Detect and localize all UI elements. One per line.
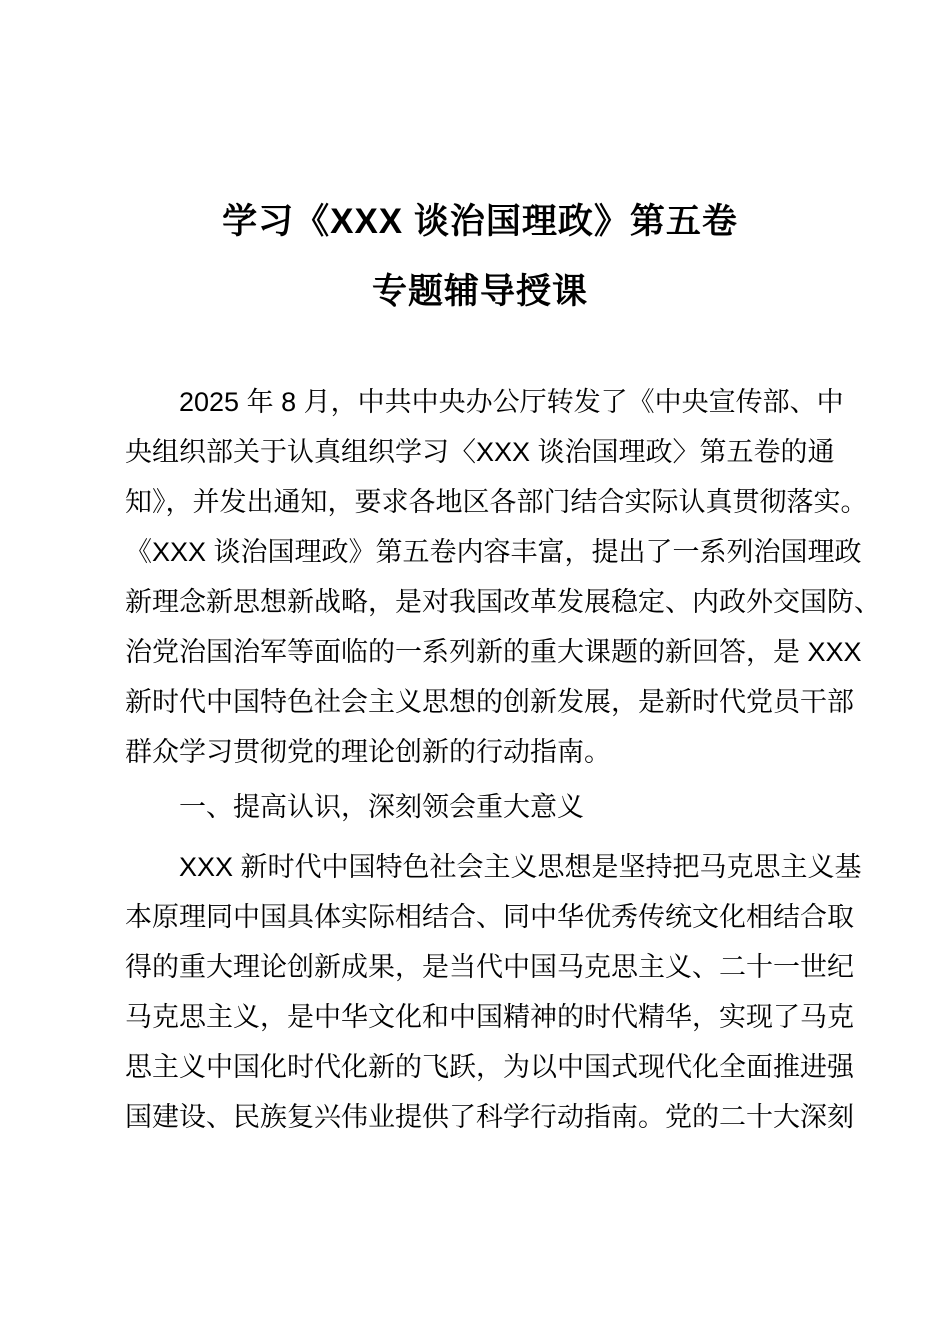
document-title-line-1: 学习《XXX 谈治国理政》第五卷: [222, 202, 738, 241]
body-text-line: 本原理同中国具体实际相结合、同中华优秀传统文化相结合取: [125, 902, 854, 932]
body-text-line: 知》，并发出通知，要求各地区各部门结合实际认真贯彻落实。: [125, 487, 868, 517]
body-text-line: 治党治国治军等面临的一系列新的重大课题的新回答，是 XXX: [125, 637, 862, 667]
body-text-line: 国建设、民族复兴伟业提供了科学行动指南。党的二十大深刻: [125, 1102, 854, 1132]
body-text-line: 群众学习贯彻党的理论创新的行动指南。: [125, 737, 611, 767]
body-text-line: 马克思主义，是中华文化和中国精神的时代精华，实现了马克: [125, 1002, 854, 1032]
body-text-line: 《XXX 谈治国理政》第五卷内容丰富，提出了一系列治国理政: [125, 537, 862, 567]
body-text-line: 新理念新思想新战略，是对我国改革发展稳定、内政外交国防、: [125, 587, 881, 617]
document-title-line-2: 专题辅导授课: [371, 272, 588, 311]
document-body: [125, 377, 881, 1142]
paragraph-2: [125, 842, 871, 1142]
body-text-line: 得的重大理论创新成果，是当代中国马克思主义、二十一世纪: [125, 952, 854, 982]
body-text-line: 央组织部关于认真组织学习〈XXX 谈治国理政〉第五卷的通: [125, 437, 835, 467]
paragraph-1: [125, 377, 881, 777]
body-text-line: 思主义中国化时代化新的飞跃，为以中国式现代化全面推进强: [125, 1052, 854, 1082]
section-heading-1: 一、提高认识，深刻领会重大意义: [179, 792, 584, 822]
body-text-line: 新时代中国特色社会主义思想的创新发展，是新时代党员干部: [125, 687, 854, 717]
body-text-line: XXX 新时代中国特色社会主义思想是坚持把马克思主义基: [179, 852, 862, 882]
body-text-line: 2025 年 8 月，中共中央办公厅转发了《中央宣传部、中: [179, 387, 844, 417]
document-title: [107, 187, 853, 327]
